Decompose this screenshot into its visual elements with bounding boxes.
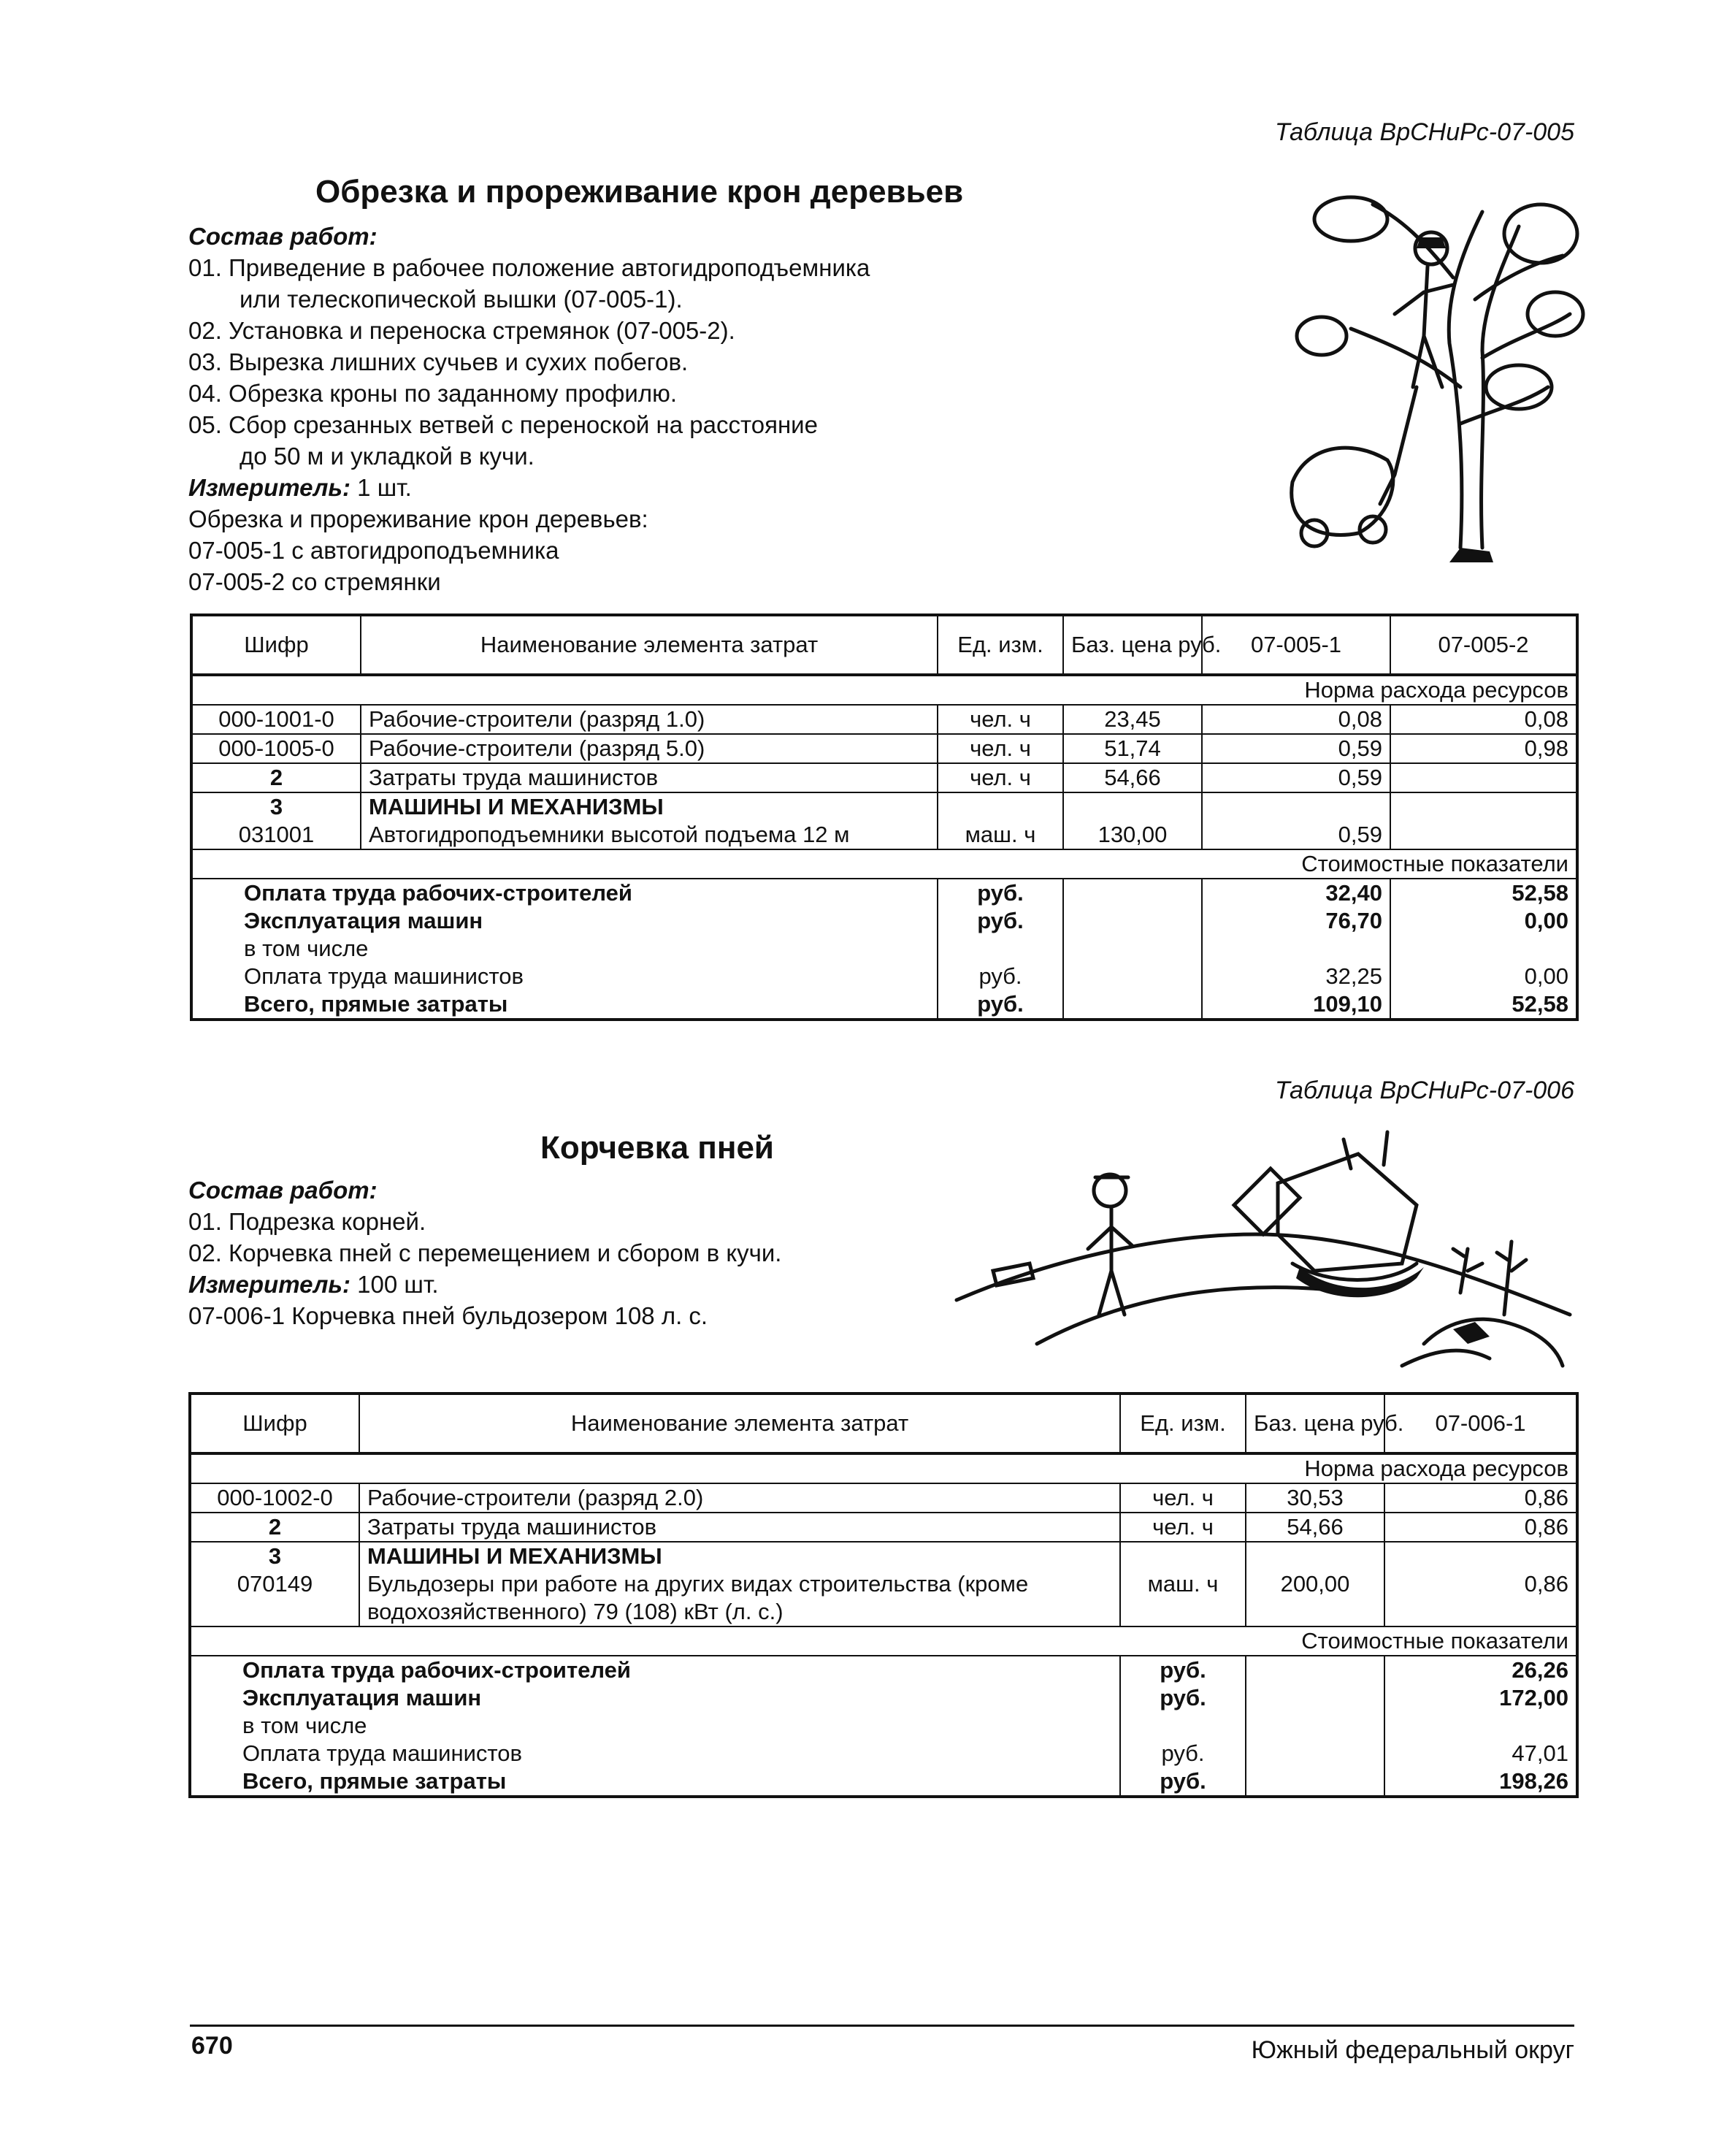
- value-cell: 0,86: [1384, 1483, 1577, 1513]
- unit-cell: [1120, 1712, 1246, 1740]
- price-cell: [1063, 792, 1202, 821]
- unit-cell: руб.: [938, 990, 1063, 1020]
- page-number: 670: [191, 2032, 233, 2060]
- value-cell: 109,10: [1202, 990, 1390, 1020]
- code-cell: 2: [191, 763, 361, 792]
- price-cell: 23,45: [1063, 705, 1202, 734]
- code-cell: 000-1002-0: [190, 1483, 359, 1513]
- cost-name: Всего, прямые затраты: [190, 1767, 1120, 1797]
- unit-cell: [938, 792, 1063, 821]
- work-composition-2: [188, 1174, 781, 1331]
- col-header: Шифр: [190, 1394, 359, 1453]
- code-cell: 070149: [190, 1570, 359, 1598]
- cost-section-label: Стоимостные показатели: [191, 849, 1577, 879]
- value-cell: 0,00: [1390, 907, 1577, 935]
- value-cell: 52,58: [1390, 879, 1577, 907]
- code-cell: 000-1001-0: [191, 705, 361, 734]
- code-cell: 2: [190, 1513, 359, 1542]
- code-cell: 031001: [191, 821, 361, 849]
- table-name-2: Таблица ВрСНиРс-07-006: [1274, 1077, 1574, 1104]
- value-cell: 172,00: [1384, 1684, 1577, 1712]
- table-header-row: [191, 615, 1577, 675]
- name-cell: Рабочие-строители (разряд 1.0): [361, 705, 938, 734]
- price-cell: [1246, 1656, 1384, 1684]
- name-cell: Затраты труда машинистов: [359, 1513, 1120, 1542]
- cost-row: [190, 1712, 1577, 1740]
- value-cell: [1202, 935, 1390, 963]
- step: 02. Установка и переноска стремянок (07-005-2).: [188, 317, 735, 344]
- cost-name: Всего, прямые затраты: [191, 990, 938, 1020]
- name-cell: Затраты труда машинистов: [361, 763, 938, 792]
- table-name-1: Таблица ВрСНиРс-07-005: [1274, 118, 1574, 146]
- step: до 50 м и укладкой в кучи.: [240, 443, 535, 470]
- name-cell: МАШИНЫ И МЕХАНИЗМЫ: [359, 1542, 1120, 1570]
- step: 05. Сбор срезанных ветвей с переноской на расстояние: [188, 411, 818, 438]
- cost-row: [190, 1740, 1577, 1767]
- price-cell: 130,00: [1063, 821, 1202, 849]
- work-composition-1: [188, 221, 870, 597]
- unit-cell: чел. ч: [938, 734, 1063, 763]
- value-cell: [1390, 792, 1577, 821]
- table-row: [190, 1598, 1577, 1626]
- unit-cell: [938, 935, 1063, 963]
- price-cell: 54,66: [1246, 1513, 1384, 1542]
- cost-section-label: Стоимостные показатели: [190, 1626, 1577, 1656]
- meter-label: Измеритель:: [188, 474, 350, 501]
- value-cell: 32,40: [1202, 879, 1390, 907]
- price-cell: [1246, 1712, 1384, 1740]
- unit-cell: чел. ч: [938, 705, 1063, 734]
- value-cell: 0,86: [1384, 1513, 1577, 1542]
- price-cell: [1063, 963, 1202, 990]
- price-cell: 30,53: [1246, 1483, 1384, 1513]
- step: 04. Обрезка кроны по заданному профилю.: [188, 380, 678, 407]
- price-cell: 54,66: [1063, 763, 1202, 792]
- unit-cell: руб.: [1120, 1656, 1246, 1684]
- value-cell: 32,25: [1202, 963, 1390, 990]
- composition-label: Состав работ:: [188, 223, 378, 250]
- unit-cell: чел. ч: [938, 763, 1063, 792]
- value-cell: 52,58: [1390, 990, 1577, 1020]
- meter-value: 100 шт.: [350, 1271, 439, 1298]
- value-cell: 0,08: [1202, 705, 1390, 734]
- price-cell: [1246, 1598, 1384, 1626]
- price-cell: [1246, 1740, 1384, 1767]
- price-cell: 51,74: [1063, 734, 1202, 763]
- unit-cell: руб.: [938, 907, 1063, 935]
- unit-cell: руб.: [1120, 1740, 1246, 1767]
- code-cell: [190, 1598, 359, 1626]
- price-cell: [1063, 907, 1202, 935]
- variant: 07-005-2 со стремянки: [188, 568, 441, 595]
- price-cell: 200,00: [1246, 1570, 1384, 1598]
- col-header: Баз. цена руб.: [1063, 615, 1202, 675]
- price-cell: [1063, 879, 1202, 907]
- cost-name: в том числе: [191, 935, 938, 963]
- unit-cell: руб.: [1120, 1767, 1246, 1797]
- cost-row: [190, 1767, 1577, 1797]
- table-row: [191, 821, 1577, 849]
- code-cell: 3: [190, 1542, 359, 1570]
- cost-name: Эксплуатация машин: [190, 1684, 1120, 1712]
- variant: 07-006-1 Корчевка пней бульдозером 108 л. с.: [188, 1302, 708, 1329]
- resource-table-2: [188, 1392, 1579, 1798]
- price-cell: [1246, 1684, 1384, 1712]
- resource-table-1: [190, 613, 1579, 1021]
- cost-row: [191, 907, 1577, 935]
- cost-name: Оплата труда рабочих-строителей: [190, 1656, 1120, 1684]
- cost-name: Оплата труда машинистов: [190, 1740, 1120, 1767]
- table-row: [190, 1542, 1577, 1570]
- unit-cell: [1120, 1542, 1246, 1570]
- meter-label: Измеритель:: [188, 1271, 350, 1298]
- value-cell: [1202, 792, 1390, 821]
- description: Обрезка и прореживание крон деревьев:: [188, 505, 648, 532]
- name-cell: Рабочие-строители (разряд 2.0): [359, 1483, 1120, 1513]
- code-cell: 3: [191, 792, 361, 821]
- cost-name: Оплата труда рабочих-строителей: [191, 879, 938, 907]
- value-cell: [1390, 935, 1577, 963]
- step: 01. Подрезка корней.: [188, 1208, 426, 1235]
- meter-value: 1 шт.: [350, 474, 412, 501]
- name-cell: водохозяйственного) 79 (108) кВт (л. с.): [359, 1598, 1120, 1626]
- value-cell: [1390, 763, 1577, 792]
- norm-section-label: Норма расхода ресурсов: [191, 675, 1577, 705]
- cost-row: [191, 935, 1577, 963]
- value-cell: [1384, 1598, 1577, 1626]
- table-row: [190, 1513, 1577, 1542]
- value-cell: [1384, 1712, 1577, 1740]
- unit-cell: маш. ч: [1120, 1570, 1246, 1598]
- step: 01. Приведение в рабочее положение автогидроподъемника: [188, 254, 870, 281]
- table-row: [190, 1483, 1577, 1513]
- norm-section-label: Норма расхода ресурсов: [190, 1453, 1577, 1483]
- value-cell: 0,59: [1202, 763, 1390, 792]
- name-cell: Автогидроподъемники высотой подъема 12 м: [361, 821, 938, 849]
- cost-row: [191, 879, 1577, 907]
- value-cell: 26,26: [1384, 1656, 1577, 1684]
- name-cell: Бульдозеры при работе на других видах строительства (кроме: [359, 1570, 1120, 1598]
- price-cell: [1063, 990, 1202, 1020]
- col-header: Шифр: [191, 615, 361, 675]
- variant: 07-005-1 с автогидроподъемника: [188, 537, 559, 564]
- col-header: Ед. изм.: [938, 615, 1063, 675]
- unit-cell: чел. ч: [1120, 1483, 1246, 1513]
- name-cell: МАШИНЫ И МЕХАНИЗМЫ: [361, 792, 938, 821]
- col-header: Баз. цена руб.: [1246, 1394, 1384, 1453]
- value-cell: 0,08: [1390, 705, 1577, 734]
- value-cell: 76,70: [1202, 907, 1390, 935]
- value-cell: 198,26: [1384, 1767, 1577, 1797]
- price-cell: [1246, 1542, 1384, 1570]
- col-header: Наименование элемента затрат: [361, 615, 938, 675]
- name-cell: Рабочие-строители (разряд 5.0): [361, 734, 938, 763]
- col-header: 07-005-1: [1202, 615, 1390, 675]
- cost-name: в том числе: [190, 1712, 1120, 1740]
- composition-label: Состав работ:: [188, 1177, 378, 1204]
- table-row: [191, 763, 1577, 792]
- value-cell: [1390, 821, 1577, 849]
- unit-cell: руб.: [938, 879, 1063, 907]
- value-cell: 0,86: [1384, 1570, 1577, 1598]
- value-cell: 0,59: [1202, 734, 1390, 763]
- cost-name: Эксплуатация машин: [191, 907, 938, 935]
- table-header-row: [190, 1394, 1577, 1453]
- cost-row: [190, 1684, 1577, 1712]
- step: или телескопической вышки (07-005-1).: [240, 286, 683, 313]
- section-title-1: Обрезка и прореживание крон деревьев: [315, 174, 964, 210]
- value-cell: 0,59: [1202, 821, 1390, 849]
- step: 03. Вырезка лишних сучьев и сухих побегов.: [188, 348, 689, 375]
- table-row: [191, 705, 1577, 734]
- code-cell: 000-1005-0: [191, 734, 361, 763]
- cost-row: [191, 990, 1577, 1020]
- region-name: Южный федеральный округ: [1251, 2036, 1574, 2064]
- col-header: 07-005-2: [1390, 615, 1577, 675]
- price-cell: [1063, 935, 1202, 963]
- table-row: [191, 792, 1577, 821]
- unit-cell: руб.: [938, 963, 1063, 990]
- col-header: Ед. изм.: [1120, 1394, 1246, 1453]
- footer-rule: [190, 2025, 1574, 2027]
- unit-cell: чел. ч: [1120, 1513, 1246, 1542]
- value-cell: 47,01: [1384, 1740, 1577, 1767]
- table-row: [190, 1570, 1577, 1598]
- cost-row: [190, 1656, 1577, 1684]
- col-header: Наименование элемента затрат: [359, 1394, 1120, 1453]
- unit-cell: руб.: [1120, 1684, 1246, 1712]
- tree-pruning-illustration: [1241, 168, 1585, 562]
- col-header: 07-006-1: [1384, 1394, 1577, 1453]
- cost-name: Оплата труда машинистов: [191, 963, 938, 990]
- section-title-2: Корчевка пней: [540, 1130, 774, 1166]
- value-cell: 0,00: [1390, 963, 1577, 990]
- value-cell: 0,98: [1390, 734, 1577, 763]
- value-cell: [1384, 1542, 1577, 1570]
- price-cell: [1246, 1767, 1384, 1797]
- table-row: [191, 734, 1577, 763]
- unit-cell: маш. ч: [938, 821, 1063, 849]
- step: 02. Корчевка пней с перемещением и сбором в кучи.: [188, 1239, 782, 1266]
- stump-removal-illustration: [949, 1125, 1577, 1388]
- cost-row: [191, 963, 1577, 990]
- unit-cell: [1120, 1598, 1246, 1626]
